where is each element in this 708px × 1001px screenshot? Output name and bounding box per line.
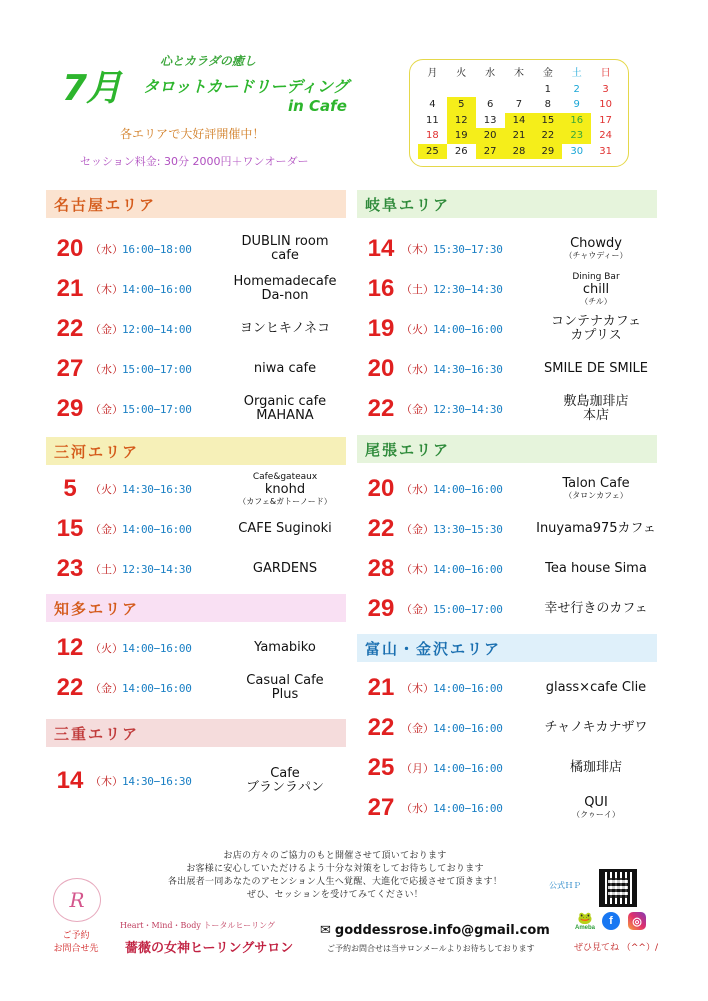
area-header-owari [357, 435, 657, 463]
calendar-day: 3 [602, 83, 609, 95]
schedule-day: 25 [367, 754, 395, 781]
schedule-time: 14:00−16:00 [122, 282, 192, 296]
venue-line: ヨンヒキノネコ [239, 321, 331, 336]
facebook-icon[interactable]: f [602, 912, 620, 930]
venue-name [222, 562, 348, 576]
calendar-day: 12 [447, 113, 476, 129]
area-header-gifu [357, 190, 657, 218]
schedule-weekday: （木） [90, 775, 123, 788]
schedule-row [363, 512, 659, 546]
venue-name [533, 315, 659, 343]
calendar-day: 8 [544, 99, 552, 111]
calendar-grid [418, 66, 620, 159]
calendar-day: 24 [599, 130, 612, 142]
schedule-time: 13:30−15:30 [433, 522, 503, 536]
footer-line: お客様に安心していただけるよう十分な対策をしてお待ちしております [186, 864, 484, 874]
area-name: 尾張エリア [365, 440, 451, 459]
venue-line: 本店 [582, 408, 609, 423]
area-name: 知多エリア [54, 599, 140, 618]
venue-line: （カフェ&ガトーノード） [238, 496, 332, 506]
venue-name [533, 237, 659, 261]
venue-line: （タロンカフェ） [564, 491, 628, 500]
venue-line: GARDENS [252, 561, 318, 576]
calendar-day: 15 [533, 113, 562, 129]
schedule-weekday: （木） [90, 283, 123, 296]
calendar-day: 16 [562, 113, 591, 129]
schedule-weekday: （月） [401, 762, 434, 775]
venue-line: niwa cafe [253, 361, 317, 376]
schedule-row [363, 711, 659, 745]
calendar-day [505, 82, 534, 98]
calendar-day: 30 [570, 145, 584, 157]
venue-name [222, 235, 348, 263]
venue-line: cafe [271, 248, 299, 263]
venue-line: Cafe&gateaux [252, 471, 318, 482]
schedule-row [52, 352, 348, 386]
ameba-icon[interactable]: 🐸 Ameba [575, 911, 596, 931]
venue-name [533, 602, 659, 616]
venue-line: （チャウディー） [564, 251, 628, 260]
schedule-weekday: （水） [90, 363, 123, 376]
event-title-sub: in Cafe [288, 97, 347, 115]
schedule-time: 14:00−16:00 [122, 681, 192, 695]
schedule-time: 14:00−16:00 [122, 641, 192, 655]
schedule-time: 14:00−16:00 [433, 681, 503, 695]
email-address[interactable]: goddessrose.info@gmail.com [334, 923, 550, 938]
schedule-row [52, 392, 348, 426]
schedule-time: 14:00−16:00 [433, 761, 503, 775]
schedule-row [52, 312, 348, 346]
area-name: 岐阜エリア [365, 195, 451, 214]
sns-note: ぜひ見てね （^^）/ [574, 943, 658, 953]
venue-line: Tea house Sima [545, 561, 647, 576]
area-header-toyama [357, 634, 657, 662]
calendar-day: 13 [483, 114, 497, 126]
schedule-row [52, 631, 348, 665]
schedule-day: 29 [56, 395, 84, 422]
schedule-time: 14:00−16:00 [433, 482, 503, 496]
calendar-day: 27 [476, 144, 505, 160]
schedule-weekday: （金） [90, 523, 123, 536]
schedule-row [363, 791, 659, 825]
calendar-day: 18 [426, 130, 439, 142]
schedule-row [52, 472, 348, 506]
venue-line: DUBLIN room [241, 234, 329, 249]
venue-line: Homemadecafe [233, 274, 337, 289]
schedule-weekday: （火） [90, 483, 123, 496]
schedule-row [52, 764, 348, 798]
schedule-time: 12:30−14:30 [122, 562, 192, 576]
schedule-row [363, 592, 659, 626]
venue-line: チャノキカナザワ [544, 720, 648, 735]
schedule-day: 21 [367, 674, 395, 701]
schedule-day: 22 [367, 395, 395, 422]
calendar-day: 5 [447, 97, 476, 113]
calendar-day: 26 [454, 145, 468, 157]
schedule-weekday: （木） [401, 243, 434, 256]
schedule-row [363, 552, 659, 586]
venue-name [533, 477, 659, 501]
schedule-day: 20 [56, 235, 84, 262]
venue-name [222, 275, 348, 303]
venue-name [222, 362, 348, 376]
schedule-day: 22 [56, 674, 84, 701]
schedule-day: 20 [367, 475, 395, 502]
schedule-time: 14:30−16:30 [433, 362, 503, 376]
schedule-weekday: （水） [401, 483, 434, 496]
schedule-day: 14 [56, 767, 84, 794]
schedule-time: 14:00−16:00 [122, 522, 192, 536]
schedule-row [52, 232, 348, 266]
salon-subtitle: Heart・Mind・Body トータルヒーリング [120, 921, 275, 930]
schedule-weekday: （金） [90, 682, 123, 695]
schedule-row [363, 472, 659, 506]
area-name: 富山・金沢エリア [365, 639, 502, 658]
area-header-nagoya [46, 190, 346, 218]
calendar-day: 1 [544, 83, 552, 95]
venue-line: Casual Cafe [246, 673, 324, 688]
venue-name [222, 767, 348, 795]
schedule-weekday: （土） [401, 283, 434, 296]
schedule-weekday: （水） [401, 363, 434, 376]
schedule-time: 12:00−14:00 [122, 322, 192, 336]
schedule-time: 14:00−16:00 [433, 322, 503, 336]
venue-name [533, 681, 659, 695]
schedule-day: 21 [56, 275, 84, 302]
venue-name [222, 395, 348, 423]
calendar-day: 20 [476, 128, 505, 144]
venue-line: 幸せ行きのカフェ [544, 601, 648, 616]
schedule-day: 20 [367, 355, 395, 382]
calendar-day: 25 [418, 144, 447, 160]
venue-line: コンテナカフェ [550, 314, 642, 329]
reservation-label [45, 930, 107, 956]
schedule-weekday: （金） [401, 523, 434, 536]
calendar-weekday: 月 [427, 68, 438, 80]
calendar-day [476, 82, 505, 98]
venue-name [222, 522, 348, 536]
area-name: 名古屋エリア [54, 195, 157, 214]
area-name: 三重エリア [54, 724, 140, 743]
schedule-row [363, 232, 659, 266]
month-title: 7月 [62, 68, 122, 109]
instagram-icon[interactable]: ◎ [628, 912, 646, 930]
venue-line: SMILE DE SMILE [543, 361, 648, 376]
venue-name [533, 562, 659, 576]
schedule-weekday: （金） [90, 403, 123, 416]
calendar-weekday: 金 [542, 68, 553, 80]
calendar-day: 4 [429, 99, 436, 111]
schedule-row [52, 671, 348, 705]
schedule-time: 14:00−16:00 [433, 801, 503, 815]
footer-line: お店の方々のご協力のもと開催させて頂いております [223, 851, 447, 861]
schedule-weekday: （水） [90, 243, 123, 256]
venue-line: Cafe [270, 766, 300, 781]
calendar-day: 14 [505, 113, 534, 129]
schedule-row [52, 512, 348, 546]
venue-line: knohd [264, 481, 306, 497]
schedule-day: 15 [56, 515, 84, 542]
calendar-day: 10 [599, 99, 612, 111]
schedule-day: 12 [56, 634, 84, 661]
schedule-row [363, 751, 659, 785]
schedule-row [52, 552, 348, 586]
venue-line: Dining Bar [572, 271, 620, 282]
schedule-day: 16 [367, 275, 395, 302]
salon-logo: R [53, 878, 101, 922]
venue-name [222, 472, 348, 507]
venue-line: CAFE Suginoki [238, 521, 332, 536]
area-header-mie [46, 719, 346, 747]
schedule-time: 16:00−18:00 [122, 242, 192, 256]
footer-message [110, 850, 560, 902]
venue-name [533, 796, 659, 820]
calendar-weekday: 水 [485, 68, 496, 80]
tagline: 各エリアで大好評開催中！ [120, 127, 265, 141]
area-header-chita [46, 594, 346, 622]
venue-line: 橘珈琲店 [569, 760, 622, 775]
reservation-label-2: お問合せ先 [53, 944, 99, 954]
calendar-weekday: 火 [456, 68, 467, 80]
qr-code-icon[interactable] [599, 869, 637, 907]
schedule-row [363, 312, 659, 346]
schedule-day: 19 [367, 315, 395, 342]
schedule-day: 14 [367, 235, 395, 262]
schedule-row [52, 272, 348, 306]
ameba-label: Ameba [575, 925, 596, 931]
mail-icon: ✉ [320, 923, 331, 938]
calendar-day: 29 [533, 144, 562, 160]
venue-line: Organic cafe [243, 394, 327, 409]
schedule-day: 22 [367, 714, 395, 741]
schedule-row [363, 392, 659, 426]
venue-line: 敷島珈琲店 [563, 394, 629, 409]
schedule-day: 27 [56, 355, 84, 382]
schedule-time: 12:30−14:30 [433, 282, 503, 296]
venue-name [533, 721, 659, 735]
event-subtitle: 心とカラダの癒し [160, 54, 256, 68]
calendar-day: 22 [533, 128, 562, 144]
venue-line: glass×cafe Clie [545, 680, 647, 695]
schedule-weekday: （土） [90, 563, 123, 576]
schedule-day: 22 [367, 515, 395, 542]
venue-name [222, 322, 348, 336]
session-fee: セッション料金: 30分 2000円＋ワンオーダー [80, 155, 309, 168]
schedule-weekday: （火） [90, 642, 123, 655]
venue-line: （チル） [580, 296, 612, 306]
schedule-time: 14:00−16:00 [433, 562, 503, 576]
venue-name [222, 641, 348, 655]
venue-line: ブランラパン [245, 780, 324, 795]
calendar-weekday: 木 [513, 68, 524, 80]
email-contact[interactable] [320, 923, 550, 938]
schedule-time: 15:00−17:00 [122, 362, 192, 376]
venue-name [533, 761, 659, 775]
calendar-day [447, 82, 476, 98]
venue-line: chill [582, 281, 610, 297]
calendar-day: 23 [562, 128, 591, 144]
schedule-weekday: （金） [401, 722, 434, 735]
calendar-day: 7 [515, 99, 523, 111]
calendar-weekday: 土 [571, 68, 582, 80]
venue-line: Inuyama975カフェ [536, 521, 656, 536]
schedule-row [363, 352, 659, 386]
venue-line: Chowdy [570, 236, 622, 251]
schedule-time: 14:00−16:00 [433, 721, 503, 735]
venue-name [533, 395, 659, 423]
venue-name [533, 272, 659, 307]
calendar-day: 2 [573, 83, 580, 95]
calendar-day: 6 [486, 99, 494, 111]
schedule-day: 29 [367, 595, 395, 622]
footer-line: 各出展者一同あなたのアセンション人生へ覚醒、大進化で応援させて頂きます！ [167, 877, 503, 887]
calendar-day: 9 [573, 99, 580, 111]
schedule-weekday: （水） [401, 802, 434, 815]
venue-line: Plus [271, 687, 299, 702]
venue-name [533, 522, 659, 536]
schedule-day: 28 [367, 555, 395, 582]
schedule-time: 15:00−17:00 [122, 402, 192, 416]
venue-line: QUI [584, 795, 608, 810]
salon-name: 薔薇の女神ヒーリングサロン [125, 941, 294, 956]
calendar-weekday: 日 [600, 68, 611, 80]
event-title: タロットカードリーディング [143, 77, 349, 96]
calendar-day: 11 [426, 114, 439, 126]
schedule-day: 22 [56, 315, 84, 342]
calendar-day [418, 82, 447, 98]
reservation-label-1: ご予約 [62, 931, 90, 941]
month-calendar [409, 59, 629, 167]
calendar-day: 17 [599, 114, 612, 126]
schedule-time: 15:30−17:30 [433, 242, 503, 256]
venue-name [222, 674, 348, 702]
schedule-day: 5 [63, 475, 77, 502]
calendar-day: 19 [447, 128, 476, 144]
schedule-time: 14:30−16:30 [122, 482, 192, 496]
area-name: 三河エリア [54, 442, 140, 461]
schedule-weekday: （火） [401, 323, 434, 336]
schedule-weekday: （木） [401, 682, 434, 695]
schedule-weekday: （木） [401, 563, 434, 576]
venue-line: MAHANA [256, 408, 314, 423]
schedule-day: 23 [56, 555, 84, 582]
schedule-weekday: （金） [401, 403, 434, 416]
calendar-day: 21 [505, 128, 534, 144]
venue-name [533, 362, 659, 376]
calendar-day: 31 [599, 145, 612, 157]
footer-line: ぜひ、セッションを受けてみてください！ [246, 890, 424, 900]
schedule-weekday: （金） [90, 323, 123, 336]
schedule-time: 15:00−17:00 [433, 602, 503, 616]
schedule-time: 14:30−16:30 [122, 774, 192, 788]
schedule-row [363, 671, 659, 705]
schedule-day: 27 [367, 794, 395, 821]
calendar-day: 28 [505, 144, 534, 160]
email-note: ご予約お問合せは当サロンメールよりお待ちしております [327, 944, 535, 953]
area-header-mikawa [46, 437, 346, 465]
venue-line: カプリス [570, 328, 622, 343]
schedule-row [363, 272, 659, 306]
venue-line: Yamabiko [254, 640, 316, 655]
schedule-time: 12:30−14:30 [433, 402, 503, 416]
venue-line: Da-non [261, 288, 309, 303]
official-hp-label: 公式ＨＰ [549, 881, 581, 890]
venue-line: Talon Cafe [562, 476, 630, 491]
schedule-weekday: （金） [401, 603, 434, 616]
venue-line: （クゥーイ） [572, 810, 620, 819]
